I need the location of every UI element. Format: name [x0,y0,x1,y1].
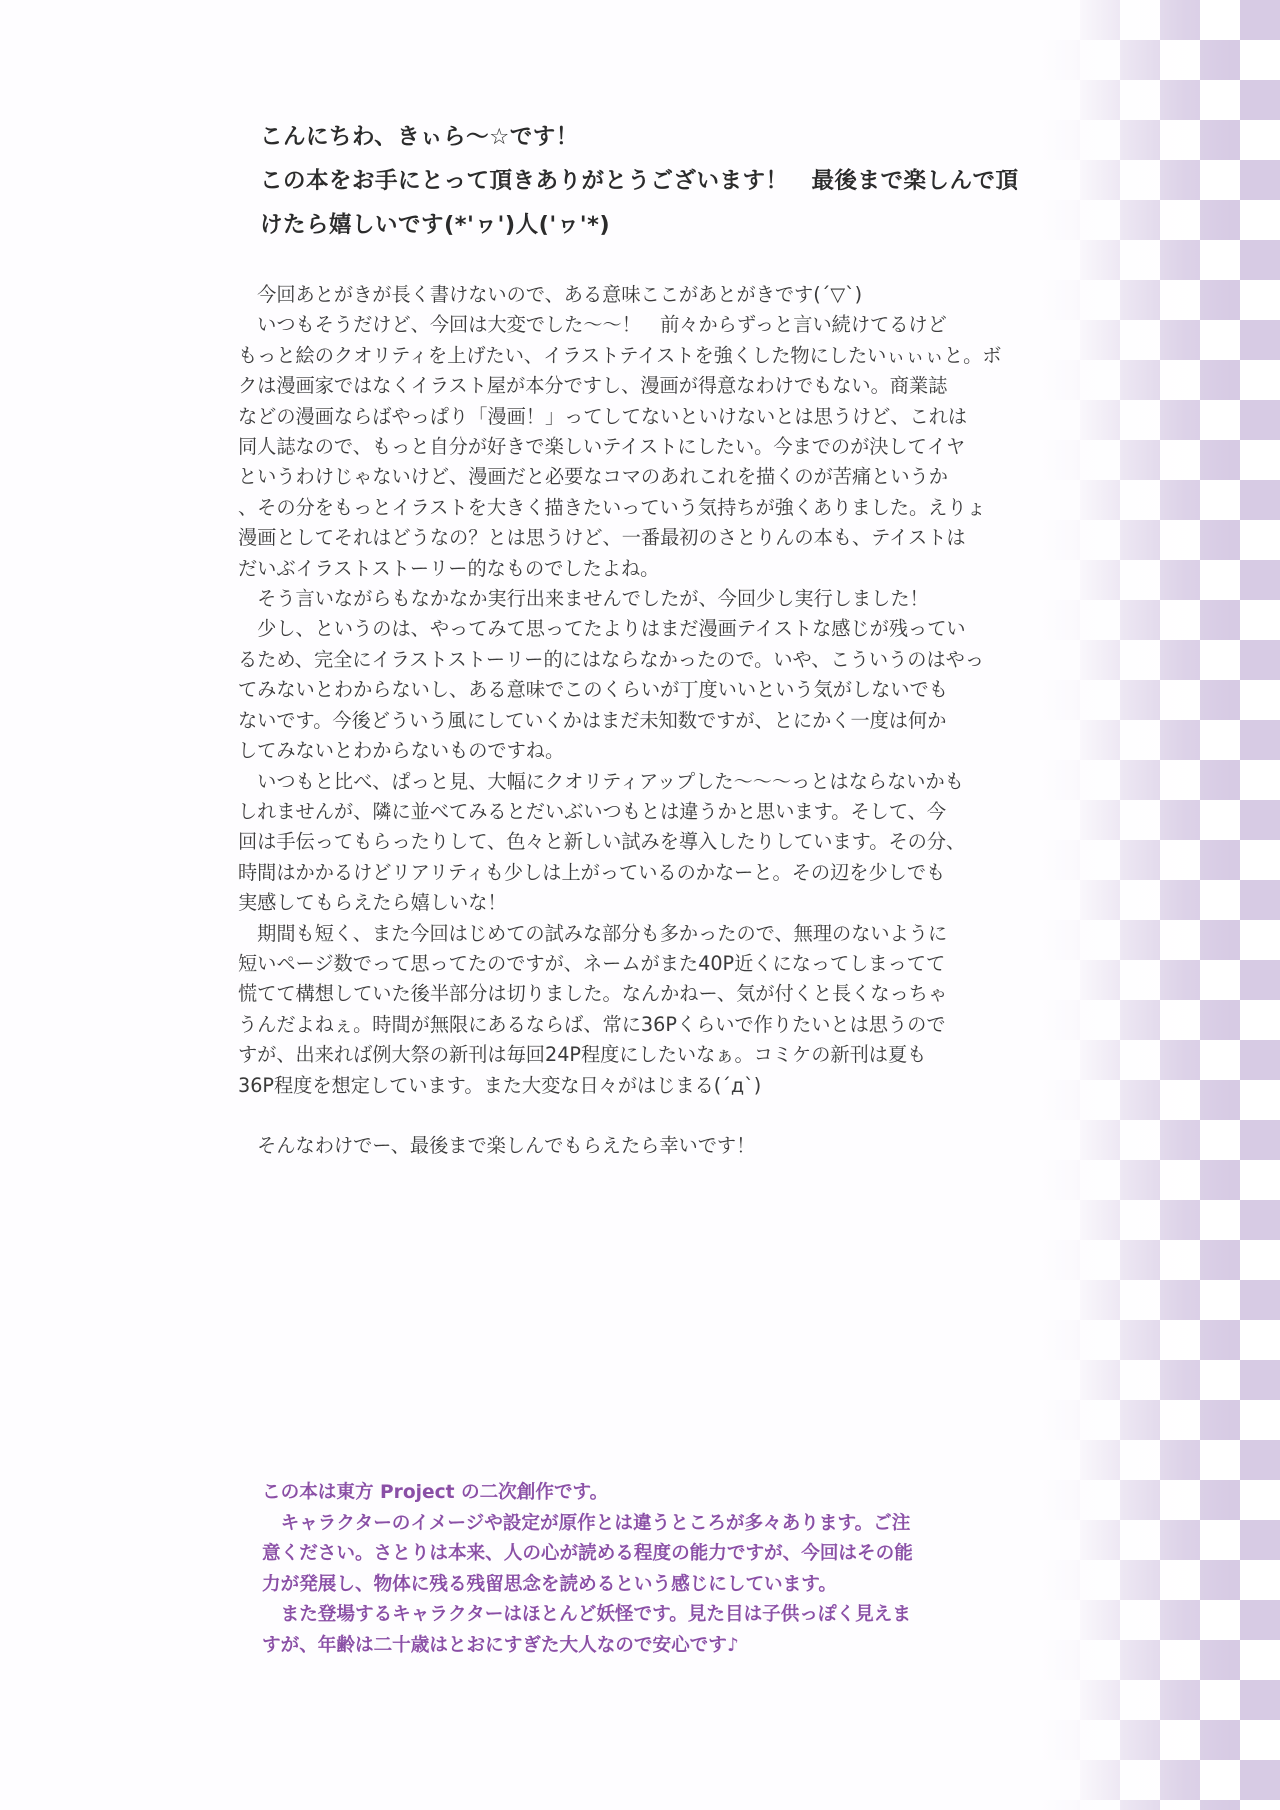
disclaimer-line: すが、年齢は二十歳はとおにすぎた大人なので安心です♪ [262,1634,739,1656]
body-line: いつもと比べ、ぱっと見、大幅にクオリティアップした～～～っとはならないかも [238,769,964,793]
body-line: 慌てて構想していた後半部分は切りました。なんかねー、気が付くと長くなっちゃ [238,982,948,1006]
disclaimer-line: キャラクターのイメージや設定が原作とは違うところが多々あります。ご注 [262,1512,911,1534]
body-line: 実感してもらえたら嬉しいな！ [238,891,507,915]
body-line: 回は手伝ってもらったりして、色々と新しい試みを導入したりしています。その分、 [238,830,966,854]
disclaimer-line: この本は東方 Project の二次創作です。 [262,1482,609,1503]
body-line: だいぶイラストストーリー的なものでしたよね。 [238,556,660,580]
body-line: などの漫画ならばやっぱり「漫画！」ってしてないといけないとは思うけど、これは [238,404,968,428]
body-line: 36P程度を想定しています。また大変な日々がはじまる(´д`) [238,1073,762,1097]
body-line: 今回あとがきが長く書けないので、ある意味ここがあとがきです(´▽`) [238,283,863,306]
body-line: てみないとわからないし、ある意味でこのくらいが丁度いいという気がしないでも [238,678,948,702]
body-line: すが、出来れば例大祭の新刊は毎回24P程度にしたいなぁ。コミケの新刊は夏も [238,1043,927,1067]
disclaimer-line: 意ください。さとりは本来、人の心が読める程度の能力ですが、今回はその能 [262,1543,913,1564]
body-line: 少し、というのは、やってみて思ってたよりはまだ漫画テイストな感じが残ってい [238,617,966,641]
body-line: うんだよねぇ。時間が無限にあるならば、常に36Pくらいで作りたいとは思うので [238,1012,946,1036]
body-line: というわけじゃないけど、漫画だと必要なコマのあれこれを描くのが苦痛というか [238,465,948,489]
body-line: 漫画としてそれはどうなの？とは思うけど、一番最初のさとりんの本も、テイストは [238,526,966,550]
body-line: いつもそうだけど、今回は大変でした～～！ 前々からずっと言い続けてるけど [238,313,947,337]
body-line: そう言いながらもなかなか実行出来ませんでしたが、今回少し実行しました！ [238,587,929,611]
greeting-block [260,115,1040,247]
body-line: しれませんが、隣に並べてみるとだいぶいつもとは違うかと思います。そして、今 [238,799,947,823]
closing-line: そんなわけでー、最後まで楽しんでもらえたら幸いです！ [238,1133,756,1157]
body-line: クは漫画家ではなくイラスト屋が本分ですし、漫画が得意なわけでもない。商業誌 [238,374,948,398]
main-text-block [238,280,1038,1161]
body-line: 短いページ数でって思ってたのですが、ネームがまた40P近くになってしまってて [238,951,946,975]
body-line: ないです。今後どういう風にしていくかはまだ未知数ですが、とにかく一度は何か [238,708,947,732]
body-line: してみないとわからないものですね。 [238,739,565,763]
paragraph-gap [238,1101,1038,1131]
disclaimer-line: また登場するキャラクターはほとんど妖怪です。見た目は子供っぽく見えま [262,1604,911,1625]
body-line: 時間はかかるけどリアリティも少しは上がっているのかなーと。その辺を少しでも [238,860,946,884]
disclaimer-line: 力が発展し、物体に残る残留思念を読めるという感じにしています。 [262,1573,837,1595]
greeting-line: こんにちわ、きぃら～☆です！ [260,124,579,150]
greeting-line: けたら嬉しいです(*'ヮ')人('ヮ'*) [260,212,611,238]
body-line: るため、完全にイラストストーリー的にはならなかったので。いや、こういうのはやっ [238,647,985,671]
body-line: 期間も短く、また今回はじめての試みな部分も多かったので、無理のないように [238,921,948,945]
disclaimer-block [262,1478,1062,1661]
greeting-line: この本をお手にとって頂きありがとうございます！ 最後まで楽しんで頂 [260,168,1019,194]
body-line: 同人誌なので、もっと自分が好きで楽しいテイストにしたい。今までのが決してイヤ [238,435,966,459]
body-line: 、その分をもっとイラストを大きく描きたいっていう気持ちが強くありました。えりょ [238,495,986,519]
body-line: もっと絵のクオリティを上げたい、イラストテイストを強くした物にしたいぃぃぃと。ボ [238,343,1002,367]
